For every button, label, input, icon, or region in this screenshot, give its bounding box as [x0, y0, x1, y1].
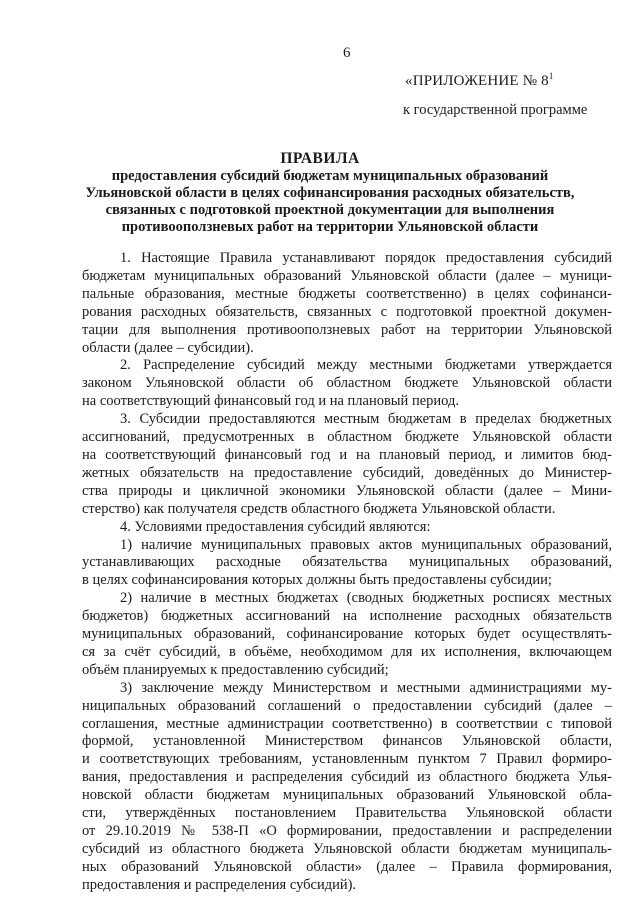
body-line: муниципальных образований, софинансирование которых будет осуществлять-	[82, 626, 612, 643]
body-line: ассигнований, предусмотренных в областном бюджете Ульяновской области	[82, 429, 612, 446]
body-line: 1. Настоящие Правила устанавливают порядок предоставления субсидий	[120, 250, 612, 266]
body-line: тации для выполнения противооползневых работ на территории Ульяновской	[82, 321, 612, 338]
body-line: формой, установленной Министерством финансов Ульяновской области,	[82, 733, 612, 750]
page-number: 6	[343, 45, 351, 61]
body-line: ниципальных образований соглашений о предоставлении субсидий (далее –	[82, 697, 612, 714]
body-line: на соответствующий финансовый год и на плановый период.	[82, 393, 459, 410]
document-subtitle	[80, 168, 580, 236]
body-line: жетных обязательств на предоставление субсидий, доведённых до Министер-	[82, 464, 612, 481]
body-line: ся за счёт субсидий, в объёме, необходимом для их исполнения, включающем	[82, 643, 612, 660]
body-line: субсидий из областного бюджета Ульяновской области бюджетам муниципаль-	[82, 840, 612, 857]
body-line: 4. Условиями предоставления субсидий являются:	[120, 518, 431, 535]
body-line: на соответствующий финансовый год и на плановый период, и лимитов бюд-	[82, 446, 612, 463]
appendix-title	[405, 67, 554, 90]
body-line: 2. Распределение субсидий между местными бюджетами утверждается	[120, 357, 612, 374]
document-title: ПРАВИЛА	[280, 150, 360, 167]
body-line: устанавливающих расходные обязательства муниципальных образований,	[82, 554, 612, 571]
body-line: в целях софинансирования которых должны быть предоставлены субсидии;	[82, 572, 552, 589]
appendix-title-text: «ПРИЛОЖЕНИЕ № 8	[405, 73, 549, 89]
body-line: стерство) как получателя средств областного бюджета Ульяновской области.	[82, 500, 556, 517]
body-line: 2) наличие в местных бюджетах (сводных бюджетных росписях местных	[120, 590, 612, 607]
body-line: 3. Субсидии предоставляются местным бюджетам в пределах бюджетных	[120, 411, 612, 428]
body-line: бюджетам муниципальных образований Ульяновской области (далее – муници-	[82, 267, 612, 284]
body-line: сти, утверждённых постановлением Правительства Ульяновской области	[82, 805, 612, 822]
body-line: предоставления и распределения субсидий).	[82, 876, 357, 893]
body-line: законом Ульяновской области об областном бюджете Ульяновской области	[82, 375, 612, 392]
body-line: соглашения, местные администрации соответственно) в соответствии с типовой	[82, 715, 612, 732]
subtitle-line: Ульяновской области в целях софинансирования расходных обязательств,	[85, 185, 575, 201]
subtitle-line: связанных с подготовкой проектной документации для выполнения	[105, 202, 555, 218]
body-line: новской области бюджетам муниципальных образований Ульяновской обла-	[82, 787, 612, 804]
appendix-superscript: 1	[548, 71, 554, 81]
subtitle-line: противооползневых работ на территории Ульяновской области	[121, 219, 539, 235]
body-line: ных образований Ульяновской области» (далее – Правила формирования,	[82, 858, 612, 875]
body-line: пальные образования, местные бюджеты соответственно) в целях софинанси-	[82, 285, 612, 302]
body-line: и соответствующих требованиям, установленным пунктом 7 Правил формиро-	[82, 751, 612, 768]
body-line: 3) заключение между Министерством и местными администрациями му-	[120, 679, 612, 696]
subtitle-line: предоставления субсидий бюджетам муниципальных образований	[111, 168, 549, 184]
body-line: ства природы и цикличной экономики Ульяновской области (далее – Мини-	[82, 482, 612, 499]
body-line: 1) наличие муниципальных правовых актов муниципальных образований,	[120, 536, 612, 553]
body-line: области (далее – субсидии).	[82, 339, 254, 356]
body-line: вания, предоставления и распределения субсидий из областного бюджета Улья-	[82, 769, 612, 786]
body-line: объём планируемых к предоставлению субсидий;	[82, 661, 389, 678]
body-line: рования расходных обязательств, связанных с подготовкой проектной докумен-	[82, 303, 612, 320]
body-line: от 29.10.2019 № 538-П «О формировании, предоставлении и распределении	[82, 823, 612, 839]
appendix-subtitle: к государственной программе	[403, 102, 588, 118]
document-body	[82, 250, 612, 895]
body-line: бюджетов) бюджетных ассигнований на исполнение расходных обязательств	[82, 608, 612, 625]
